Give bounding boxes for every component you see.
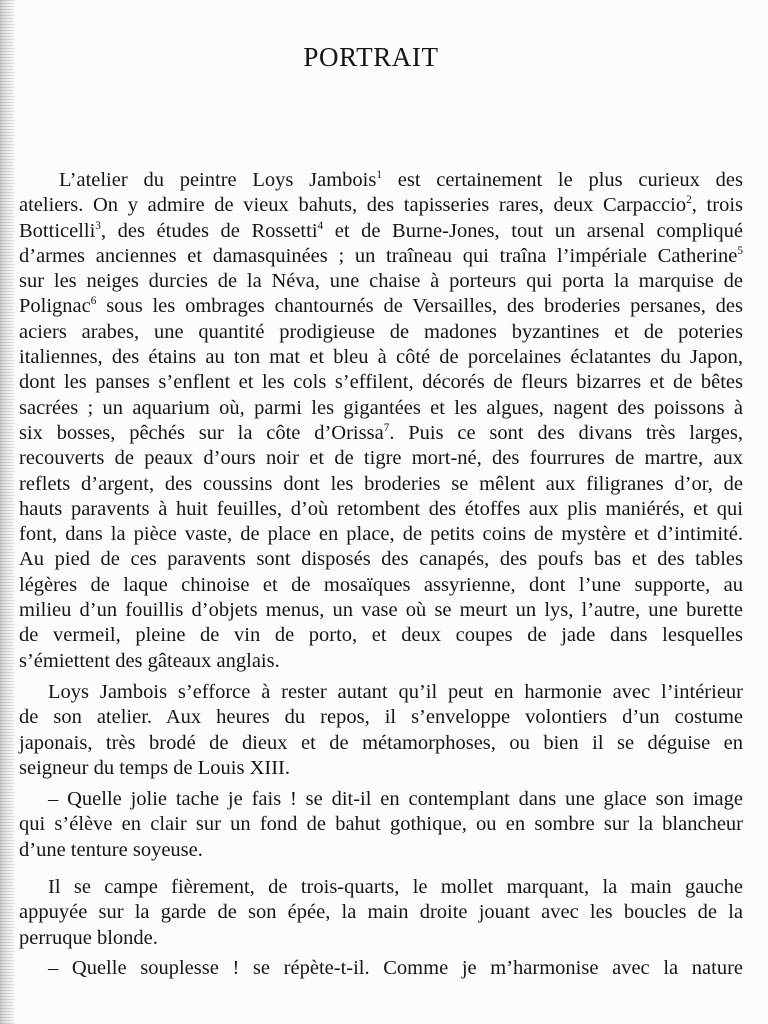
text-line: font, dans la pièce vaste, de place en place, de petits coins de mystère et d’intimité. [19,523,743,546]
text-segment: est certainement le plus curieux des [382,169,743,191]
paragraph-4 [19,875,743,951]
text-segment: six bosses, pêchés sur la côte d’Orissa [19,421,384,444]
text-segment: d’armes anciennes et damasquinées ; un traîneau qui traîna l’impériale Catherine [19,244,738,267]
text-line [19,244,743,269]
paragraph-1 [19,168,743,674]
text-line: dont les panses s’enflent et les cols s’effilent, décorés de fleurs bizarres et de bêtes [19,371,743,394]
text-line [19,421,743,446]
text-line: japonais, très brodé de dieux et de métamorphoses, ou bien il se déguise en [19,731,743,754]
text-line [19,193,743,218]
footnote-marker: 1 [376,168,382,181]
text-segment: sous les ombrages chantournés de Versailles, des broderies persanes, des [96,295,743,318]
text-line [19,219,743,244]
footnote-marker: 7 [383,421,390,434]
text-line [19,168,743,193]
text-segment: et de Burne-Jones, tout un arsenal compliqué [323,219,743,242]
paragraph-2 [19,680,743,781]
text-line: de son atelier. Aux heures du repos, il s’enveloppe volontiers d’un costume [19,706,743,729]
text-line: sur les neiges durcies de la Néva, une chaise à porteurs qui porta la marquise de [19,270,743,293]
paragraph-5 [19,956,743,981]
text-line: – Quelle souplesse ! se répète-t-il. Comme je m’harmonise avec la nature [48,957,743,979]
text-line [19,294,743,319]
text-segment: , des études de Rossetti [100,219,318,242]
text-line: – Quelle jolie tache je fais ! se dit-il en contemplant dans une glace son image [48,788,743,810]
text-segment: , trois [691,194,743,217]
text-line: Il se campe fièrement, de trois-quarts, le mollet marquant, la main gauche [48,876,743,898]
text-line: sacrées ; un aquarium où, parmi les gigantées et les algues, nagent des poissons à [19,396,743,419]
text-line: légères de laque chinoise et de mosaïques assyrienne, dont l’une supporte, au [19,573,743,596]
text-line: hauts paravents à huit feuilles, d’où retombent des étoffes aux plis maniérés, et qui [19,497,743,520]
footnote-marker: 3 [95,219,101,232]
text-line: seigneur du temps de Louis XIII. [19,756,290,779]
text-segment: Botticelli [19,219,96,242]
chapter-title: PORTRAIT [303,42,439,72]
text-segment: ateliers. On y admire de vieux bahuts, des tapisseries rares, deux Carpaccio [19,194,687,217]
paragraph-3 [19,787,743,863]
text-line: perruque blonde. [19,926,158,949]
footnote-marker: 6 [90,295,97,308]
footnote-marker: 5 [737,244,743,257]
text-line: de vermeil, pleine de vin de porto, et deux coupes de jade dans lesquelles [19,624,743,647]
text-line: milieu d’un fouillis d’objets menus, un vase où se meurt un lys, l’autre, une burette [19,599,743,622]
text-line: italiennes, des étains au ton mat et bleu à côté de porcelaines éclatantes du Japon, [19,346,743,369]
footnote-marker: 4 [317,219,324,232]
text-line: Au pied de ces paravents sont disposés des canapés, des poufs bas et des tables [19,548,743,571]
text-line: s’émiettent des gâteaux anglais. [19,649,280,672]
text-line: qui s’élève en clair sur un fond de bahut gothique, ou en sombre sur la blancheur [19,813,743,836]
text-segment: L’atelier du peintre Loys Jambois [59,169,377,191]
scan-edge-shadow [0,0,14,1024]
text-segment: . Puis ce sont des divans très larges, [389,421,743,444]
footnote-marker: 2 [686,194,692,207]
text-line: aciers arabes, une quantité prodigieuse de madones byzantines et de poteries [19,320,743,343]
text-line: Loys Jambois s’efforce à rester autant qu’il peut en harmonie avec l’intérieur [48,681,743,703]
text-line: recouverts de peaux d’ours noir et de tigre mort-né, des fourrures de martre, aux [19,447,743,470]
text-line: d’une tenture soyeuse. [19,838,203,861]
text-line: appuyée sur la garde de son épée, la main droite jouant avec les boucles de la [19,901,743,924]
text-line: reflets d’argent, des coussins dont les broderies se mêlent aux filigranes d’or, de [19,472,743,495]
text-segment: Polignac [19,295,91,318]
